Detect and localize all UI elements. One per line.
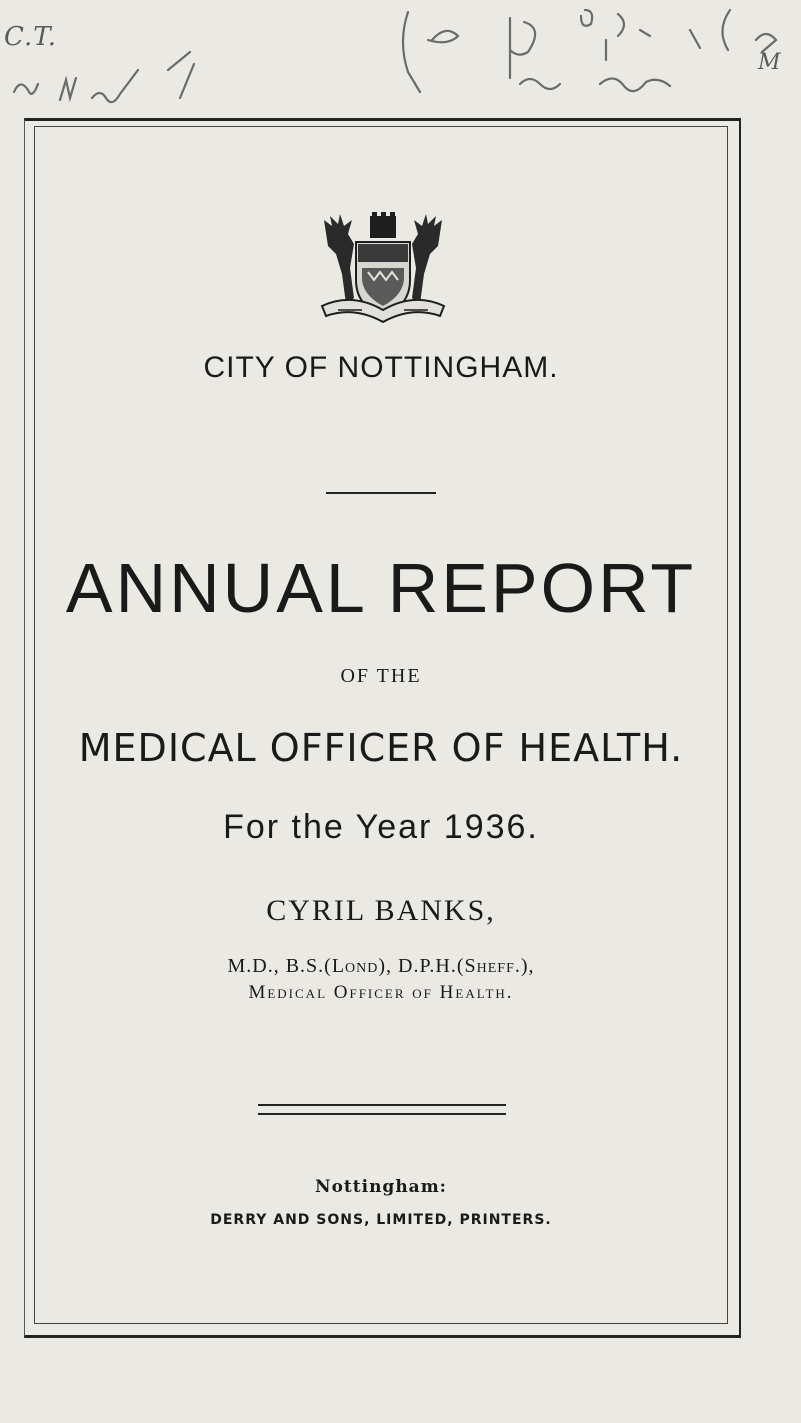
- short-divider-rule: [326, 492, 436, 494]
- report-title: ANNUAL REPORT: [65, 549, 697, 627]
- author-qualifications: M.D., B.S.(Lond), D.P.H.(Sheff.),: [227, 955, 535, 977]
- handwritten-note-top-left: C.T.: [4, 22, 58, 52]
- handwritten-note-right-margin: M: [758, 50, 781, 75]
- imprint-place: Nottingham:: [315, 1177, 447, 1197]
- report-year: For the Year 1936.: [223, 808, 539, 846]
- of-the-line: OF THE: [340, 665, 422, 687]
- handwritten-annotation-scribble: [0, 0, 801, 115]
- author-name: CYRIL BANKS,: [266, 894, 496, 927]
- city-heading: CITY OF NOTTINGHAM.: [203, 351, 559, 384]
- double-divider-rule: [258, 1104, 506, 1115]
- coat-of-arms-crest-icon: [318, 210, 448, 330]
- report-subtitle: MEDICAL OFFICER OF HEALTH.: [78, 726, 684, 770]
- author-role: Medical Officer of Health.: [248, 982, 514, 1003]
- imprint-printer: DERRY AND SONS, LIMITED, PRINTERS.: [210, 1212, 552, 1228]
